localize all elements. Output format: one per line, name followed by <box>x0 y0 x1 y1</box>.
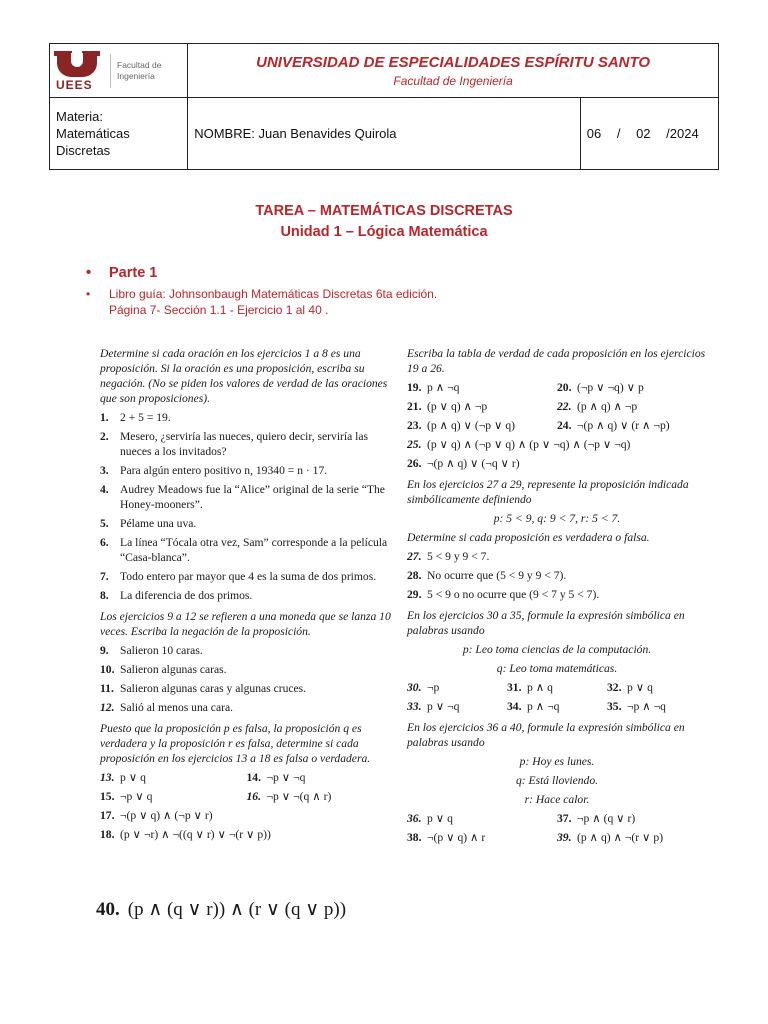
exercise-13: 13. p ∨ q <box>100 771 146 784</box>
exercise-14: 14. ¬p ∨ ¬q <box>246 771 306 784</box>
exercise-19: 19. p ∧ ¬q <box>407 381 460 394</box>
exercise-27: 27. 5 < 9 y 9 < 7. <box>407 550 490 563</box>
exercise-35: 35. ¬p ∧ ¬q <box>607 700 666 713</box>
exercise-26: 26. ¬(p ∧ q) ∨ (¬q ∨ r) <box>407 457 520 470</box>
exercise-23: 23. (p ∧ q) ∨ (¬p ∨ q) <box>407 419 516 432</box>
book-reference: • Libro guía: Johnsonbaugh Matemáticas Discretas 6ta edición. Página 7- Sección 1.1 - Ejercicio 1 al 40 . <box>86 287 438 317</box>
exercise-4: 4. Audrey Meadows fue la “Alice” original de la serie “The Honey-mooners”. <box>100 483 385 511</box>
exercise-34: 34. p ∧ ¬q <box>507 700 560 713</box>
university-cell <box>188 44 719 98</box>
exercise-7: 7. Todo entero par mayor que 4 es la suma de dos primos. <box>100 570 377 583</box>
logo-faculty-text: Facultad de Ingeniería <box>117 59 162 81</box>
exercise-24: 24. ¬(p ∧ q) ∨ (r ∧ ¬p) <box>557 419 670 432</box>
instructions-9-12: Los ejercicios 9 a 12 se refieren a una moneda que se lanza 10 veces. Escriba la negación de la proposición. <box>100 610 391 638</box>
exercise-30: 30. ¬p <box>407 681 440 694</box>
exercise-32: 32. p ∨ q <box>607 681 653 694</box>
subject-cell: Materia: Matemáticas Discretas <box>50 98 188 170</box>
instructions-19-26: Escriba la tabla de verdad de cada proposición en los ejercicios 19 a 26. <box>407 347 706 375</box>
exercise-12: 12. Salió al menos una cara. <box>100 701 233 714</box>
exercise-29: 29. 5 < 9 o no ocurre que (9 < 7 y 5 < 7). <box>407 588 600 601</box>
exercise-22: 22. (p ∧ q) ∧ ¬p <box>557 400 638 413</box>
uees-logo-mark: UEES <box>54 51 104 91</box>
student-name: NOMBRE: Juan Benavides Quirola <box>188 98 581 170</box>
exercises-left-column <box>100 346 393 842</box>
definition-p-leo: p: Leo toma ciencias de la computación. <box>462 643 652 656</box>
exercise-11: 11. Salieron algunas caras y algunas cruces. <box>100 682 307 695</box>
exercises-right-column <box>407 346 707 845</box>
exercise-38: 38. ¬(p ∨ q) ∧ r <box>407 831 486 844</box>
exercise-25: 25. (p ∨ q) ∧ (¬p ∨ q) ∧ (p ∨ ¬q) ∧ (¬p ∨ ¬q) <box>407 438 631 451</box>
exercise-36: 36. p ∨ q <box>407 812 453 825</box>
exercise-8: 8. La diferencia de dos primos. <box>100 589 253 602</box>
definition-q-raining: q: Está lloviendo. <box>515 774 599 787</box>
exercise-17: 17. ¬(p ∨ q) ∧ (¬p ∨ r) <box>100 809 213 822</box>
definition-q-leo: q: Leo toma matemáticas. <box>496 662 618 675</box>
definition-p-monday: p: Hoy es lunes. <box>519 755 595 768</box>
exercise-3: 3. Para algún entero positivo n, 19340 = n · 17. <box>100 464 328 477</box>
unit-title: Unidad 1 – Lógica Matemática <box>280 224 488 240</box>
exercise-15: 15. ¬p ∨ q <box>100 790 153 803</box>
exercise-10: 10. Salieron algunas caras. <box>100 663 227 676</box>
exercise-1: 1. 2 + 5 = 19. <box>100 411 171 424</box>
instructions-13-18: Puesto que la proposición p es falsa, la proposición q es verdadera y la proposición r es falsa, determine si cada proposición en los ejercicios 13 a 18 es falsa o verdadera. <box>100 722 371 765</box>
faculty-name: Facultad de Ingeniería <box>393 73 513 88</box>
exercise-20: 20. (¬p ∨ ¬q) ∨ p <box>557 381 644 394</box>
uees-logo <box>54 51 183 91</box>
assignment-title: TAREA – MATEMÁTICAS DISCRETAS <box>255 203 513 219</box>
exercise-2: 2. Mesero, ¿serviría las nueces, quiero decir, serviría las nueces a los invitados? <box>100 430 369 458</box>
exercise-28: 28. No ocurre que (5 < 9 y 9 < 7). <box>407 569 567 582</box>
definitions-27-29: p: 5 < 9, q: 9 < 7, r: 5 < 7. <box>493 512 621 525</box>
exercise-16: 16. ¬p ∨ ¬(q ∧ r) <box>246 790 332 803</box>
exercise-21: 21. (p ∨ q) ∧ ¬p <box>407 400 488 413</box>
part-heading: • Parte 1 <box>86 265 158 281</box>
instructions-36-40: En los ejercicios 36 a 40, formule la expresión simbólica en palabras usando <box>407 721 685 749</box>
instructions-27-29: En los ejercicios 27 a 29, represente la proposición indicada simbólicamente definiendo <box>407 478 689 506</box>
instructions-1-8: Determine si cada oración en los ejercicios 1 a 8 es una proposición. Si la oración es una proposición, escriba su negación. (No se piden los valores de verdad de las oraciones que son proposiciones). <box>100 347 388 405</box>
exercise-9: 9. Salieron 10 caras. <box>100 644 203 657</box>
exercise-37: 37. ¬p ∧ (q ∨ r) <box>557 812 636 825</box>
exercise-33: 33. p ∨ ¬q <box>407 700 460 713</box>
instructions-true-false: Determine si cada proposición es verdadera o falsa. <box>407 531 650 544</box>
date: 06 / 02 /2024 <box>580 98 718 170</box>
exercise-6: 6. La línea “Tócala otra vez, Sam” corresponde a la película “Casa-blanca”. <box>100 536 388 564</box>
university-name: UNIVERSIDAD DE ESPECIALIDADES ESPÍRITU SANTO <box>256 53 651 71</box>
instructions-30-35: En los ejercicios 30 a 35, formule la expresión simbólica en palabras usando <box>407 609 685 637</box>
exercise-40: 40. (p ∧ (q ∨ r)) ∧ (r ∨ (q ∨ p)) <box>96 899 347 920</box>
exercise-39: 39. (p ∧ q) ∧ ¬(r ∨ p) <box>557 831 664 844</box>
header-table <box>49 43 719 170</box>
exercise-18: 18. (p ∨ ¬r) ∧ ¬((q ∨ r) ∨ ¬(r ∨ p)) <box>100 828 271 841</box>
exercise-31: 31. p ∧ q <box>507 681 553 694</box>
logo-cell <box>50 44 188 98</box>
definition-r-hot: r: Hace calor. <box>524 793 590 806</box>
exercise-5: 5. Pélame una uva. <box>100 517 197 530</box>
